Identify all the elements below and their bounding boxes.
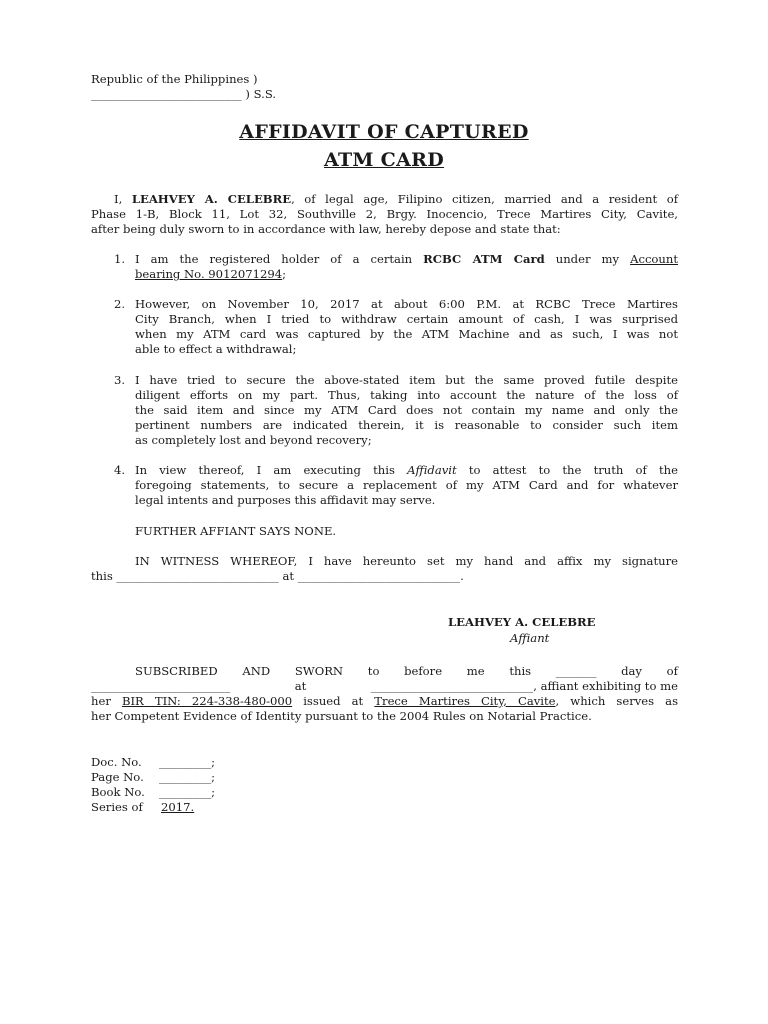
notarial-doc-label: Doc. No. [91, 755, 142, 769]
jurat-me: me [466, 664, 485, 678]
jurat-line-4: her Competent Evidence of Identity pursuant to the 2004 Rules on Notarial Practice. [91, 709, 592, 723]
jurat-at: at [294, 679, 307, 693]
item-1-end: ; [282, 267, 286, 281]
notarial-book-blank: _________; [159, 785, 216, 799]
jurat-of: of [666, 664, 678, 678]
notarial-series [91, 800, 195, 815]
item-1-account-label: Account [630, 252, 679, 266]
intro-prefix: I, [114, 192, 123, 206]
item-2-line-3: when my ATM card was captured by the ATM Machine and as such, I was not [135, 327, 678, 341]
notarial-book-label: Book No. [91, 785, 145, 799]
jurat-issue-place: Trece Martires City, Cavite [374, 694, 556, 708]
item-3-line-3: the said item and since my ATM Card does not contain my name and only the [135, 403, 678, 417]
notarial-page-blank: _________; [159, 770, 216, 784]
jurat-line-3 [91, 694, 678, 709]
notarial-book [91, 785, 216, 800]
jurat-serves-as: , which serves as [555, 694, 679, 708]
item-1-number: 1. [114, 252, 126, 266]
item-3-line-5: as completely lost and beyond recovery; [135, 433, 372, 447]
witness-line-1: IN WITNESS WHEREOF, I have hereunto set my hand and affix my signature [135, 554, 678, 568]
intro-line-2: Phase 1-B, Block 11, Lot 32, Southville 2, Brgy. Inocencio, Trece Martires City, Cavite, [91, 207, 678, 221]
jurat-this: this [509, 664, 532, 678]
item-2-line-1: However, on November 10, 2017 at about 6:00 P.M. at RCBC Trece Martires [135, 297, 678, 311]
witness-line-2 [91, 569, 464, 584]
affiant-label: Affiant [510, 631, 550, 645]
further-affiant: FURTHER AFFIANT SAYS NONE. [135, 524, 337, 538]
caption-ss: ) S.S. [245, 87, 277, 101]
caption-republic: Republic of the Philippines ) [91, 72, 258, 86]
jurat-to: to [367, 664, 380, 678]
caption-venue [91, 87, 276, 102]
item-4-line-1 [135, 463, 678, 478]
item-3-number: 3. [114, 373, 126, 387]
title-line-2: ATM CARD [323, 149, 445, 171]
jurat-exhibiting: , affiant exhibiting to me [533, 679, 678, 693]
item-1-card: RCBC ATM Card [423, 252, 545, 266]
caption-blank: __________________________ [91, 87, 242, 101]
jurat-day-blank: _______ [555, 664, 597, 678]
witness-this: this [91, 569, 113, 583]
item-2-line-2: City Branch, when I tried to withdraw certain amount of cash, I was surprised [135, 312, 678, 326]
item-3-line-1: I have tried to secure the above-stated item but the same proved futile despite [135, 373, 678, 387]
notarial-page-label: Page No. [91, 770, 144, 784]
intro-rest: , of legal age, Filipino citizen, married and a resident of [291, 192, 678, 206]
jurat-bir-tin: BIR TIN: 224-338-480-000 [121, 694, 293, 708]
jurat-before: before [404, 664, 443, 678]
jurat-month-blank: ________________________ [91, 679, 231, 693]
item-2-line-4: able to effect a withdrawal; [135, 342, 297, 356]
witness-date-blank: ____________________________ [116, 569, 279, 583]
item-4-line-3: legal intents and purposes this affidavit may serve. [135, 493, 436, 507]
item-4-text-2: to attest to the truth of the [468, 463, 679, 477]
item-1-text-2: under my [555, 252, 620, 266]
item-3-line-2: diligent efforts on my part. Thus, taking into account the nature of the loss of [135, 388, 678, 402]
item-4-line-2: foregoing statements, to secure a replacement of my ATM Card and for whatever [135, 478, 678, 492]
item-4-text: In view thereof, I am executing this [135, 463, 395, 477]
notarial-page [91, 770, 216, 785]
item-3-line-4: pertinent numbers are indicated therein, it is reasonable to consider such item [135, 418, 678, 432]
affiant-name-inline: LEAHVEY A. CELEBRE [131, 192, 292, 206]
jurat-her: her [91, 694, 111, 708]
item-4-number: 4. [114, 463, 126, 477]
jurat-sworn: SWORN [294, 664, 344, 678]
jurat-day: day [621, 664, 642, 678]
item-1-line-2 [135, 267, 286, 282]
affiant-name: LEAHVEY A. CELEBRE [448, 615, 596, 629]
jurat-line-2 [91, 679, 678, 694]
intro-line-1 [114, 192, 678, 207]
item-1-account-number: bearing No. 9012071294 [135, 267, 283, 281]
item-2-number: 2. [114, 297, 126, 311]
witness-period: . [460, 569, 464, 583]
item-1-text: I am the registered holder of a certain [135, 252, 413, 266]
notarial-series-year: 2017. [161, 800, 195, 814]
intro-line-3: after being duly sworn to in accordance with law, hereby depose and state that: [91, 222, 561, 236]
notarial-series-label: Series of [91, 800, 143, 814]
notarial-doc [91, 755, 216, 770]
jurat-place-blank: ____________________________ [370, 679, 534, 693]
witness-at: at [282, 569, 295, 583]
jurat-line-1 [135, 664, 678, 679]
notarial-doc-blank: _________; [159, 755, 216, 769]
title-line-1: AFFIDAVIT OF CAPTURED [239, 121, 529, 143]
item-4-affidavit: Affidavit [407, 463, 457, 477]
jurat-and: AND [242, 664, 271, 678]
witness-place-blank: ____________________________ [297, 569, 461, 583]
item-1-line-1 [135, 252, 678, 267]
jurat-subscribed: SUBSCRIBED [135, 664, 218, 678]
jurat-issued-at: issued at [303, 694, 364, 708]
